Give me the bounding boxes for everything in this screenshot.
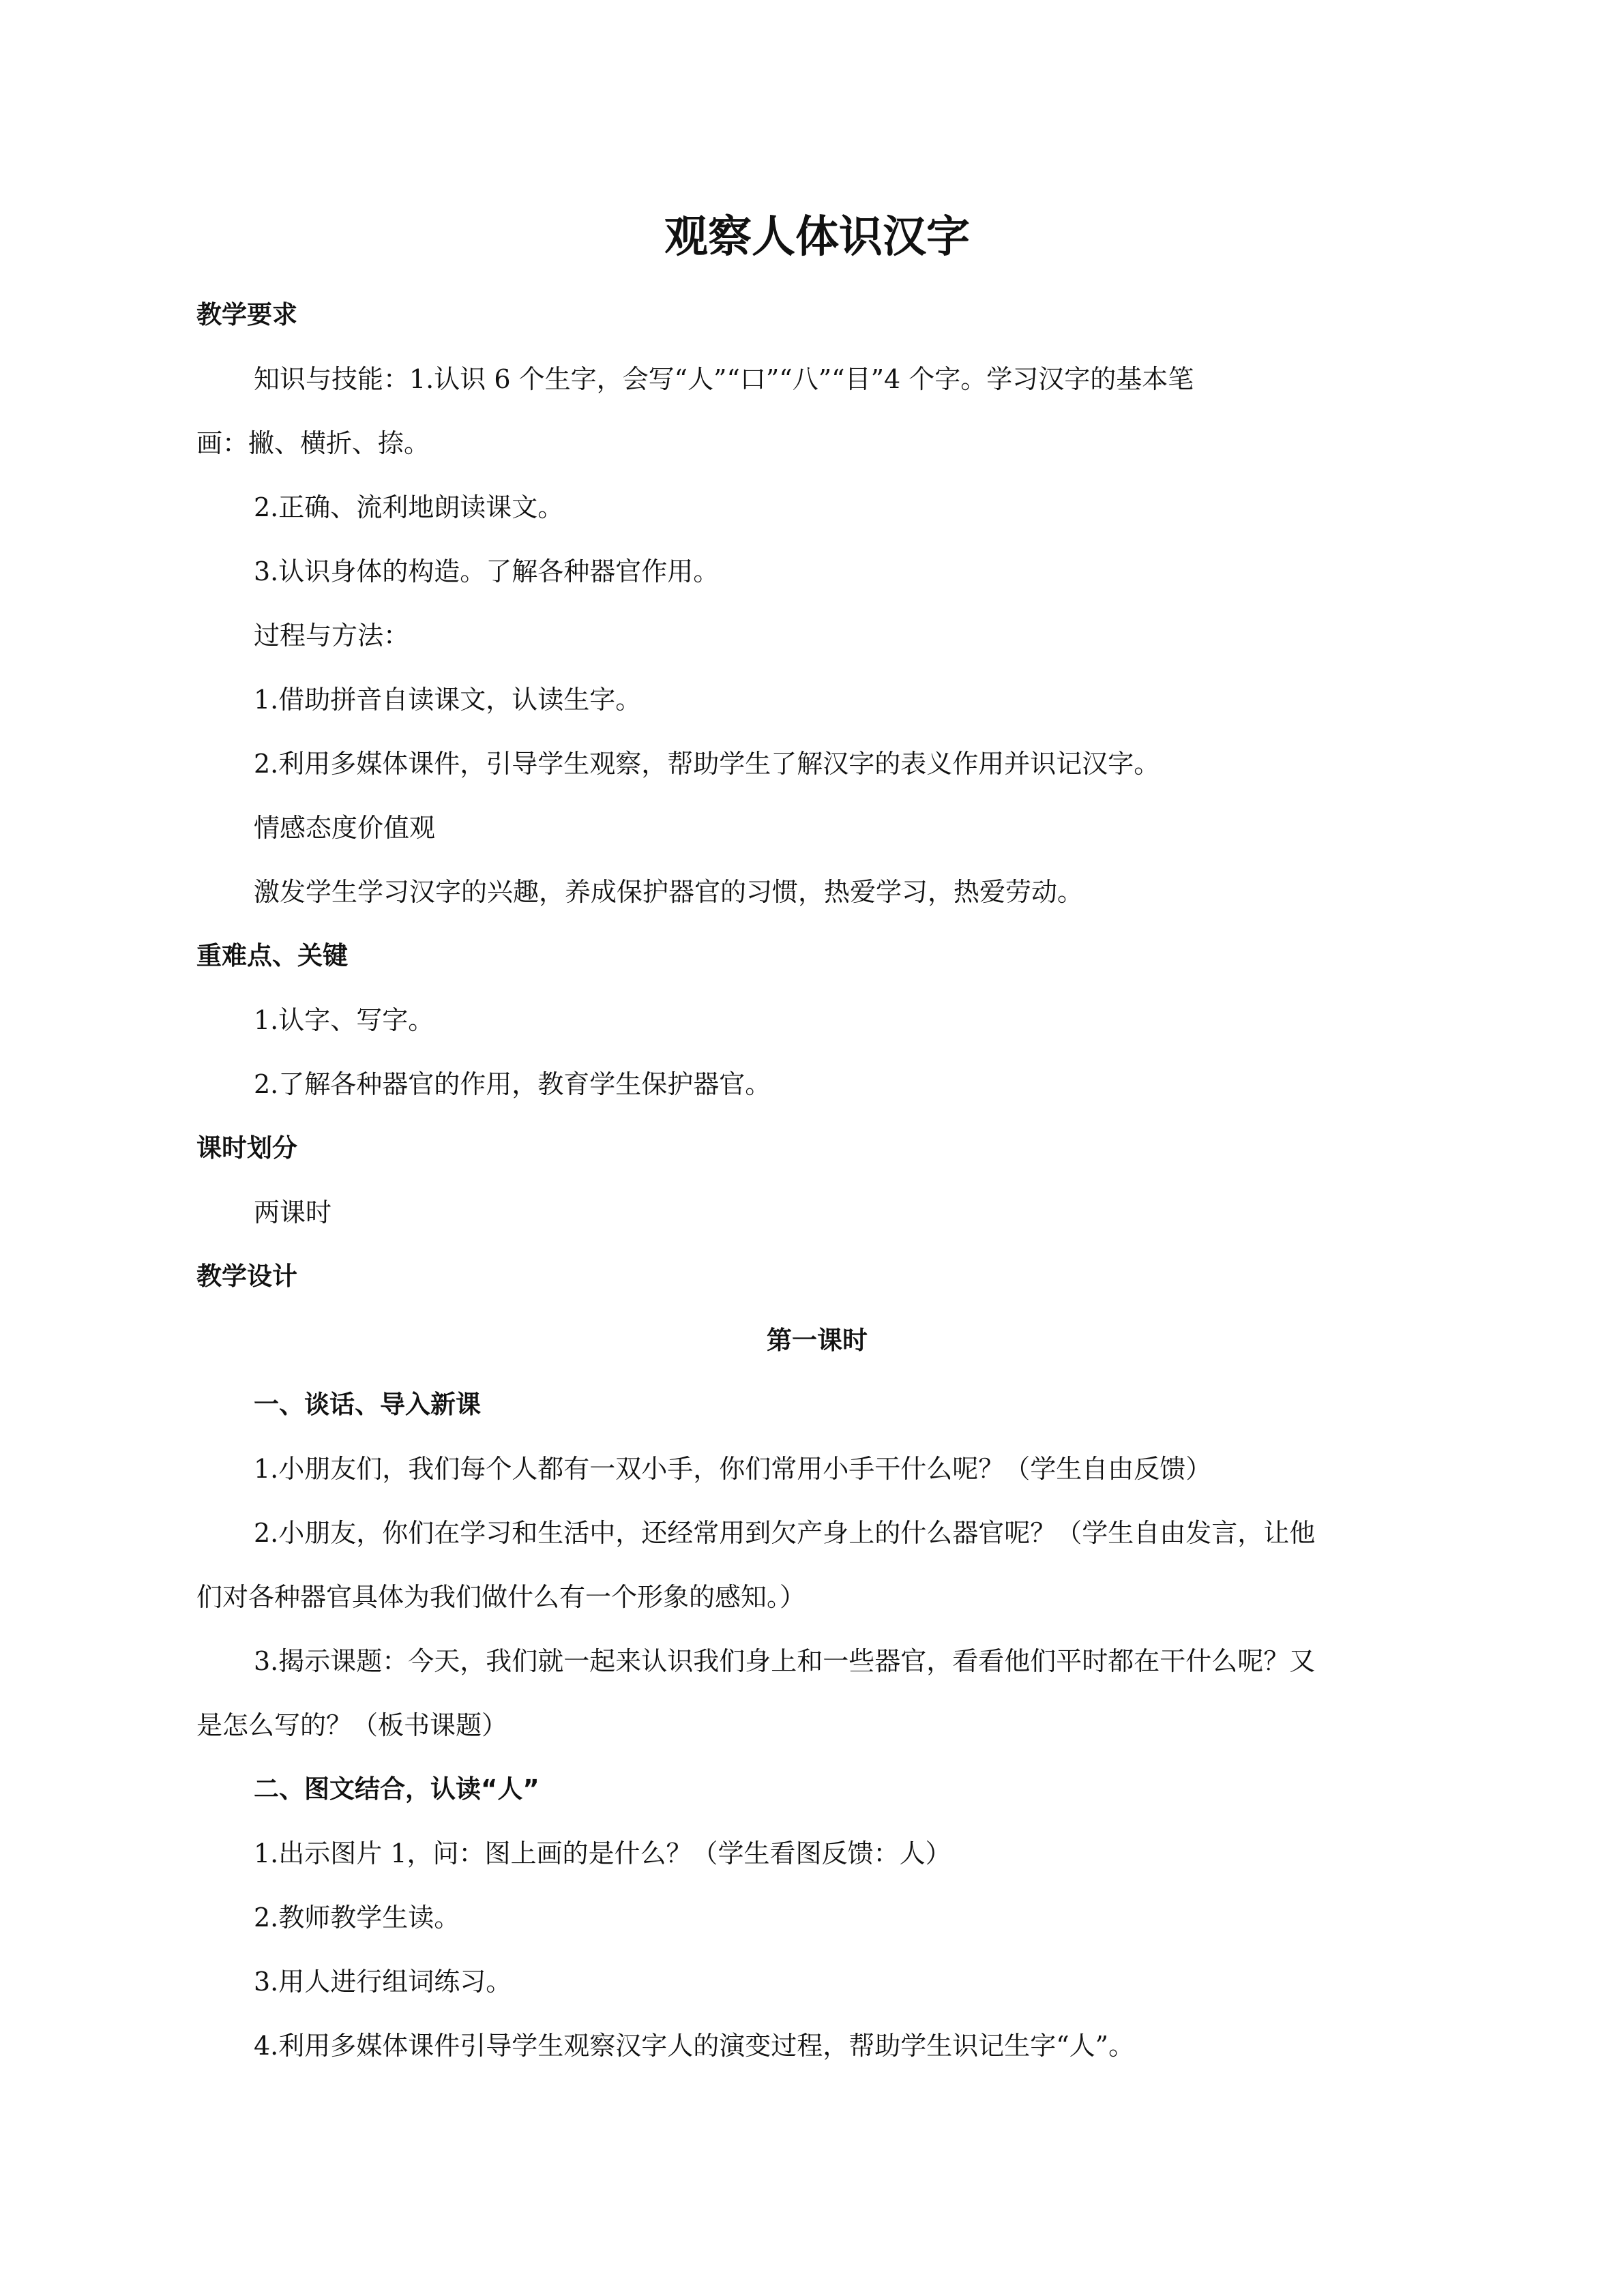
- paragraph: 2.教师教学生读。: [254, 1903, 460, 1933]
- paragraph: 知识与技能：1.认识 6 个生字，会写“人”“口”“八”“目”4 个字。学习汉字的基本笔: [254, 364, 1194, 394]
- paragraph: 1.借助拼音自读课文，认读生字。: [254, 685, 642, 715]
- paragraph: 3.揭示课题：今天，我们就一起来认识我们身上和一些器官，看看他们平时都在干什么呢？又: [254, 1646, 1316, 1676]
- section-heading-design: 教学设计: [196, 1262, 297, 1291]
- paragraph: 2.了解各种器官的作用，教育学生保护器官。: [254, 1069, 771, 1099]
- paragraph: 情感态度价值观: [254, 813, 436, 843]
- section-heading-requirements: 教学要求: [196, 300, 297, 329]
- paragraph: 过程与方法：: [254, 621, 410, 651]
- paragraph: 2.小朋友，你们在学习和生活中，还经常用到欠产身上的什么器官呢？（学生自由发言，让他: [254, 1518, 1316, 1548]
- lesson-heading: 第一课时: [767, 1326, 868, 1355]
- section-heading-key-points: 重难点、关键: [196, 941, 348, 970]
- paragraph: 激发学生学习汉字的兴趣，养成保护器官的习惯，热爱学习，热爱劳动。: [254, 877, 1084, 907]
- paragraph: 两课时: [254, 1197, 332, 1227]
- paragraph-continuation: 们对各种器官具体为我们做什么有一个形象的感知。）: [196, 1582, 806, 1612]
- paragraph: 2.正确、流利地朗读课文。: [254, 492, 564, 522]
- paragraph: 1.认字、写字。: [254, 1005, 434, 1035]
- paragraph: 1.小朋友们，我们每个人都有一双小手，你们常用小手干什么呢？（学生自由反馈）: [254, 1454, 1212, 1484]
- paragraph-continuation: 画：撇、横折、捺。: [196, 428, 430, 458]
- paragraph: 2.利用多媒体课件，引导学生观察，帮助学生了解汉字的表义作用并识记汉字。: [254, 749, 1160, 779]
- section-heading-schedule: 课时划分: [196, 1133, 297, 1163]
- paragraph: 3.用人进行组词练习。: [254, 1967, 512, 1997]
- paragraph: 3.认识身体的构造。了解各种器官作用。: [254, 556, 720, 586]
- page-title: 观察人体识汉字: [664, 212, 970, 263]
- paragraph: 4.利用多媒体课件引导学生观察汉字人的演变过程，帮助学生识记生字“人”。: [254, 2031, 1135, 2061]
- subsection-heading: 一、谈话、导入新课: [254, 1390, 481, 1419]
- paragraph-continuation: 是怎么写的？（板书课题）: [196, 1710, 508, 1740]
- paragraph: 1.出示图片 1，问：图上画的是什么？（学生看图反馈：人）: [254, 1838, 951, 1868]
- subsection-heading: 二、图文结合，认读“人”: [254, 1774, 540, 1804]
